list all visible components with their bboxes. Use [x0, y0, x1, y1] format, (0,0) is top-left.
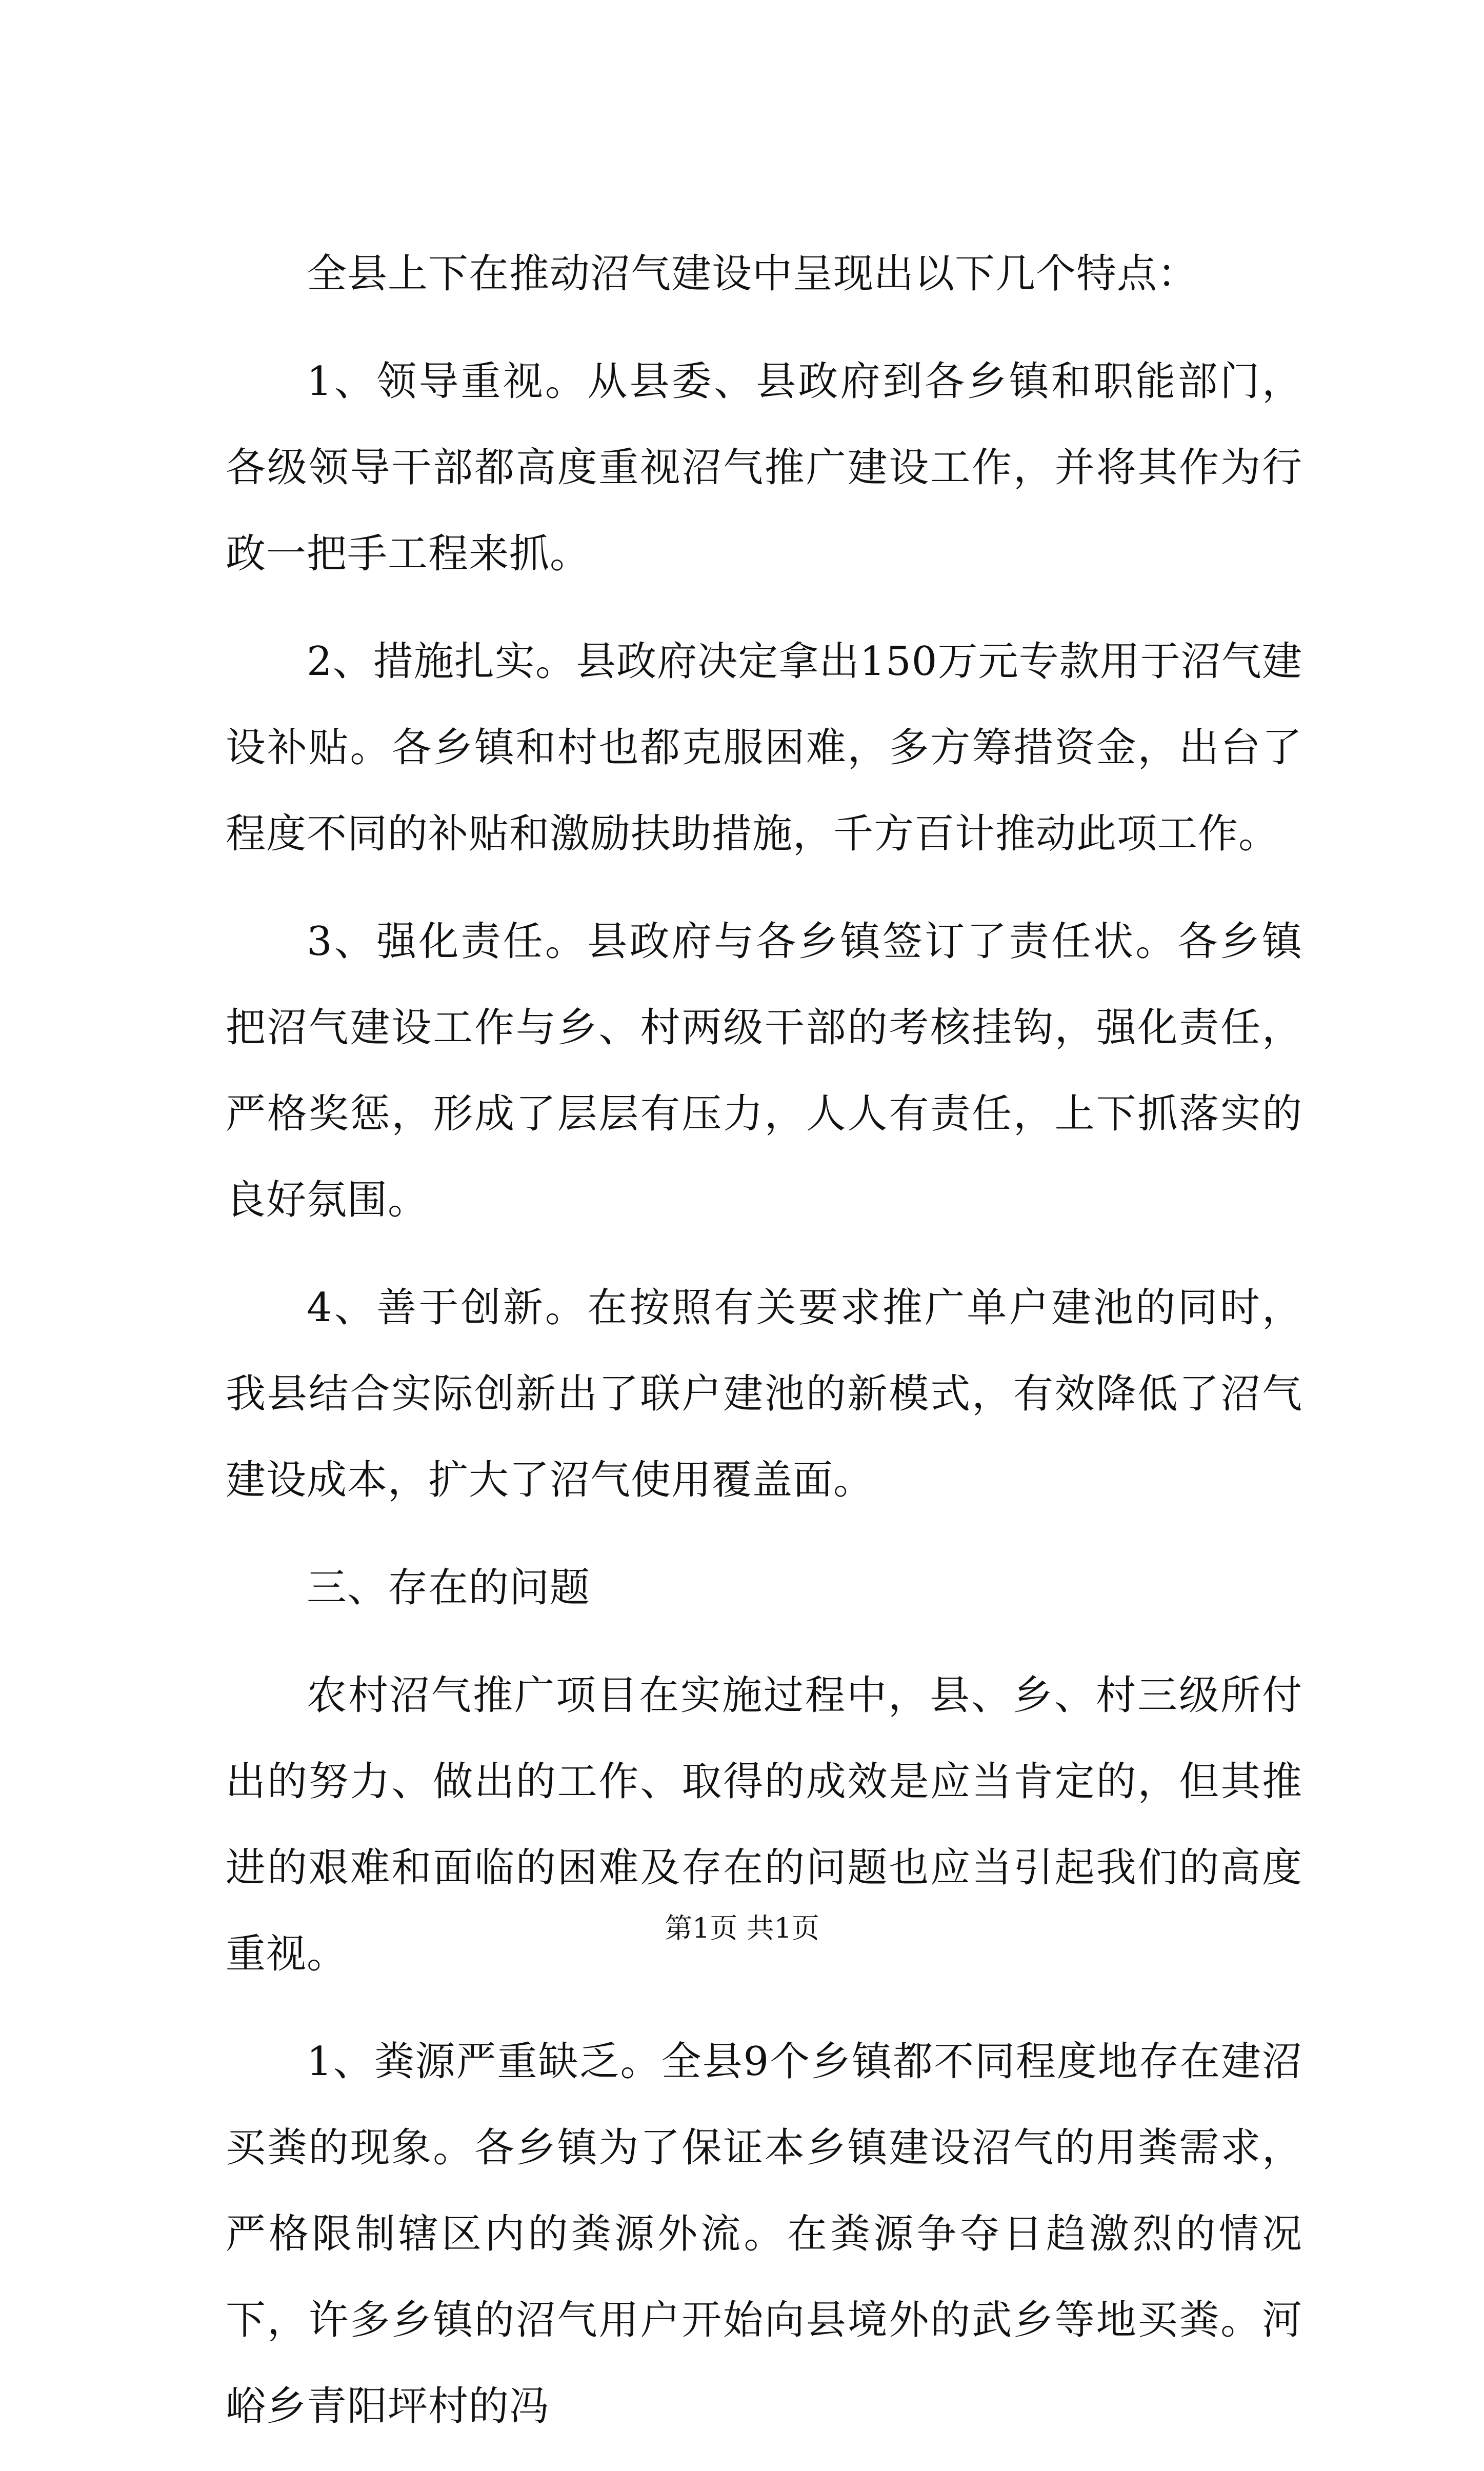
paragraph-intro: 全县上下在推动沼气建设中呈现出以下几个特点：: [307, 251, 1198, 297]
paragraph-innovation: 4、善于创新。在按照有关要求推广单户建池的同时，我县结合实际创新出了联户建池的新模式，有效降低了沼气建设成本，扩大了沼气使用覆盖面。: [226, 1285, 1302, 1503]
page-footer: 第1页 共1页: [665, 1912, 819, 1944]
paragraph-problems-intro: 农村沼气推广项目在实施过程中，县、乡、村三级所付出的努力、做出的工作、取得的成效是应当肯定的，但其推进的艰难和面临的困难及存在的问题也应当引起我们的高度重视。: [226, 1672, 1302, 1977]
document-body: [226, 231, 1302, 2471]
paragraph-measures: 2、措施扎实。县政府决定拿出150万元专款用于沼气建设补贴。各乡镇和村也都克服困难，多方筹措资金，出台了程度不同的补贴和激励扶助措施，千方百计推动此项工作。: [226, 639, 1302, 857]
paragraph-responsibility: 3、强化责任。县政府与各乡镇签订了责任状。各乡镇把沼气建设工作与乡、村两级干部的考核挂钩，强化责任，严格奖惩，形成了层层有压力，人人有责任，上下抓落实的良好氛围。: [226, 919, 1302, 1223]
section-heading-problems: 三、存在的问题: [307, 1565, 591, 1611]
paragraph-manure-shortage: 1、粪源严重缺乏。全县9个乡镇都不同程度地存在建沼买粪的现象。各乡镇为了保证本乡镇建设沼气的用粪需求，严格限制辖区内的粪源外流。在粪源争夺日趋激烈的情况下，许多乡镇的沼气用户开始向县境外的武乡等地买粪。河峪乡青阳坪村的冯: [226, 2039, 1302, 2429]
paragraph-leadership: 1、领导重视。从县委、县政府到各乡镇和职能部门，各级领导干部都高度重视沼气推广建设工作，并将其作为行政一把手工程来抓。: [226, 358, 1302, 577]
